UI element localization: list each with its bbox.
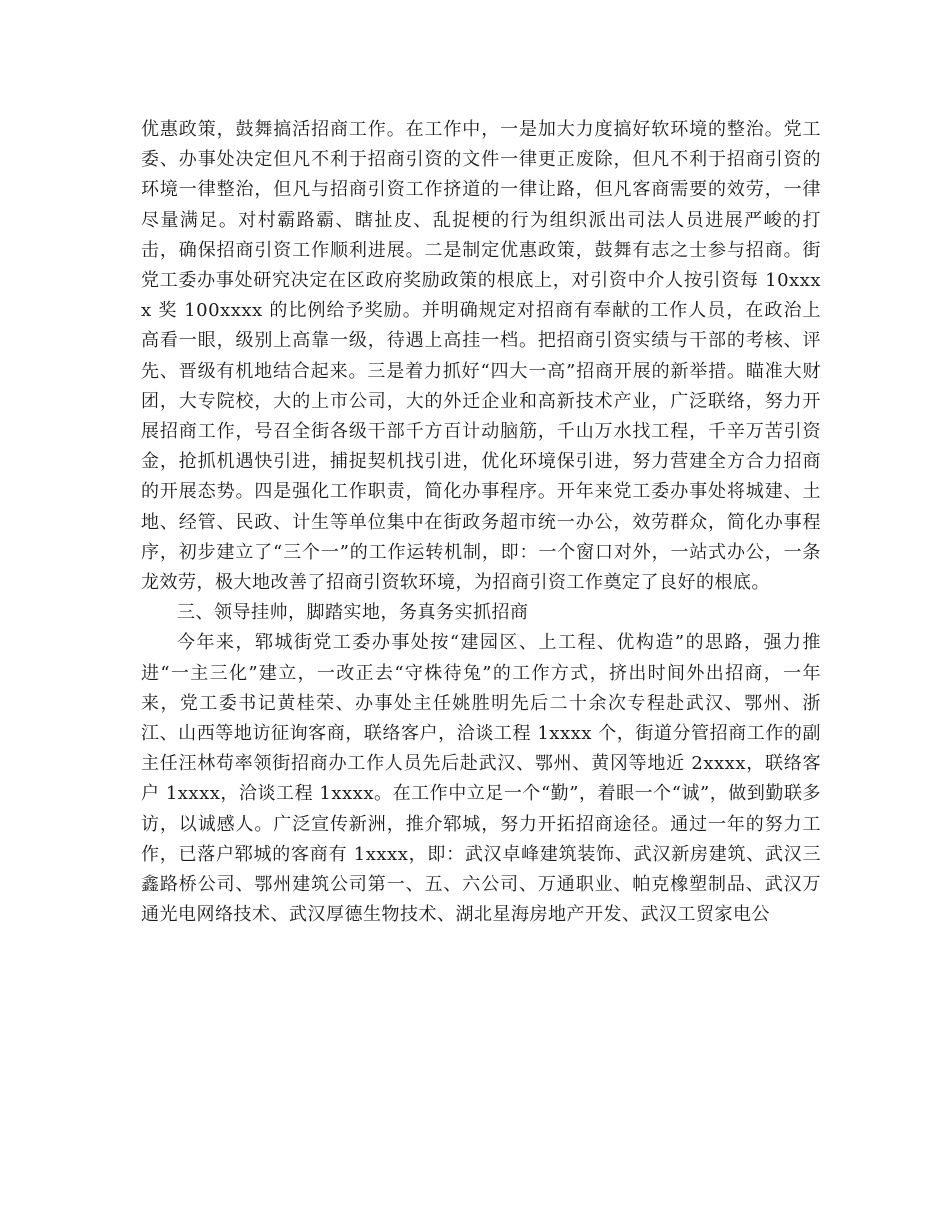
- section-heading-three: 三、领导挂帅，脚踏实地，务真务实抓招商: [177, 602, 529, 624]
- paragraph-policy-measures: 优惠政策，鼓舞搞活招商工作。在工作中，一是加大力度搞好软环境的整治。党工委、办事处决定但凡不利于招商引资的文件一律更正废除，但凡不利于招商引资的环境一律整治，但凡与招商引资工作挤道的一律让路，但凡客商需要的效劳，一律尽量满足。对村霸路霸、瞎扯皮、乱捉梗的行为组织派出司法人员进展严峻的打击，确保招商引资工作顺利进展。二是制定优惠政策，鼓舞有志之士参与招商。街党工委办事处研究决定在区政府奖励政策的根底上，对引资中介人按引资每 10xxxx 奖 100xxxx 的比例给予奖励。并明确规定对招商有奉献的工作人员，在政治上高看一眼，级别上高靠一级，待遇上高挂一档。把招商引资实绩与干部的考核、评先、晋级有机地结合起来。三是着力抓好“四大一高”招商开展的新举措。瞄准大财团，大专院校，大的上市公司，大的外迁企业和高新技术产业，广泛联络，努力开展招商工作，号召全街各级干部千方百计动脑筋，千山万水找工程，千辛万苦引资金，抢抓机遇快引进，捕捉契机找引进，优化环境保引进，努力营建全方合力招商的开展态势。四是强化工作职责，简化办事程序。开年来党工委办事处将城建、土地、经管、民政、计生等单位集中在街政务超市统一办公，效劳群众，简化办事程序，初步建立了“三个一”的工作运转机制，即：一个窗口对外，一站式办公，一条龙效劳，极大地改善了招商引资软环境，为招商引资工作奠定了良好的根底。: [141, 119, 821, 594]
- document-body: [141, 115, 821, 930]
- paragraph-investment-results: 今年来，郓城街党工委办事处按“建园区、上工程、优构造”的思路，强力推进“一主三化”建立，一改正去“守株待兔”的工作方式，挤出时间外出招商，一年来，党工委书记黄桂荣、办事处主任姚胜明先后二十余次专程赴武汉、鄂州、浙江、山西等地访征询客商，联络客户，洽谈工程 1xxxx 个，街道分管招商工作的副主任汪林苟率领街招商办工作人员先后赴武汉、鄂州、黄冈等地近 2xxxx，联络客户 1xxxx，洽谈工程 1xxxx。在工作中立足一个“勤”，着眼一个“诚”，做到勤联多访，以诚感人。广泛宣传新洲，推介郓城，努力开拓招商途径。通过一年的努力工作，已落户郓城的客商有 1xxxx，即：武汉卓峰建筑装饰、武汉新房建筑、武汉三鑫路桥公司、鄂州建筑公司第一、五、六公司、万通职业、帕克橡塑制品、武汉万通光电网络技术、武汉厚德生物技术、湖北星海房地产开发、武汉工贸家电公: [141, 632, 821, 926]
